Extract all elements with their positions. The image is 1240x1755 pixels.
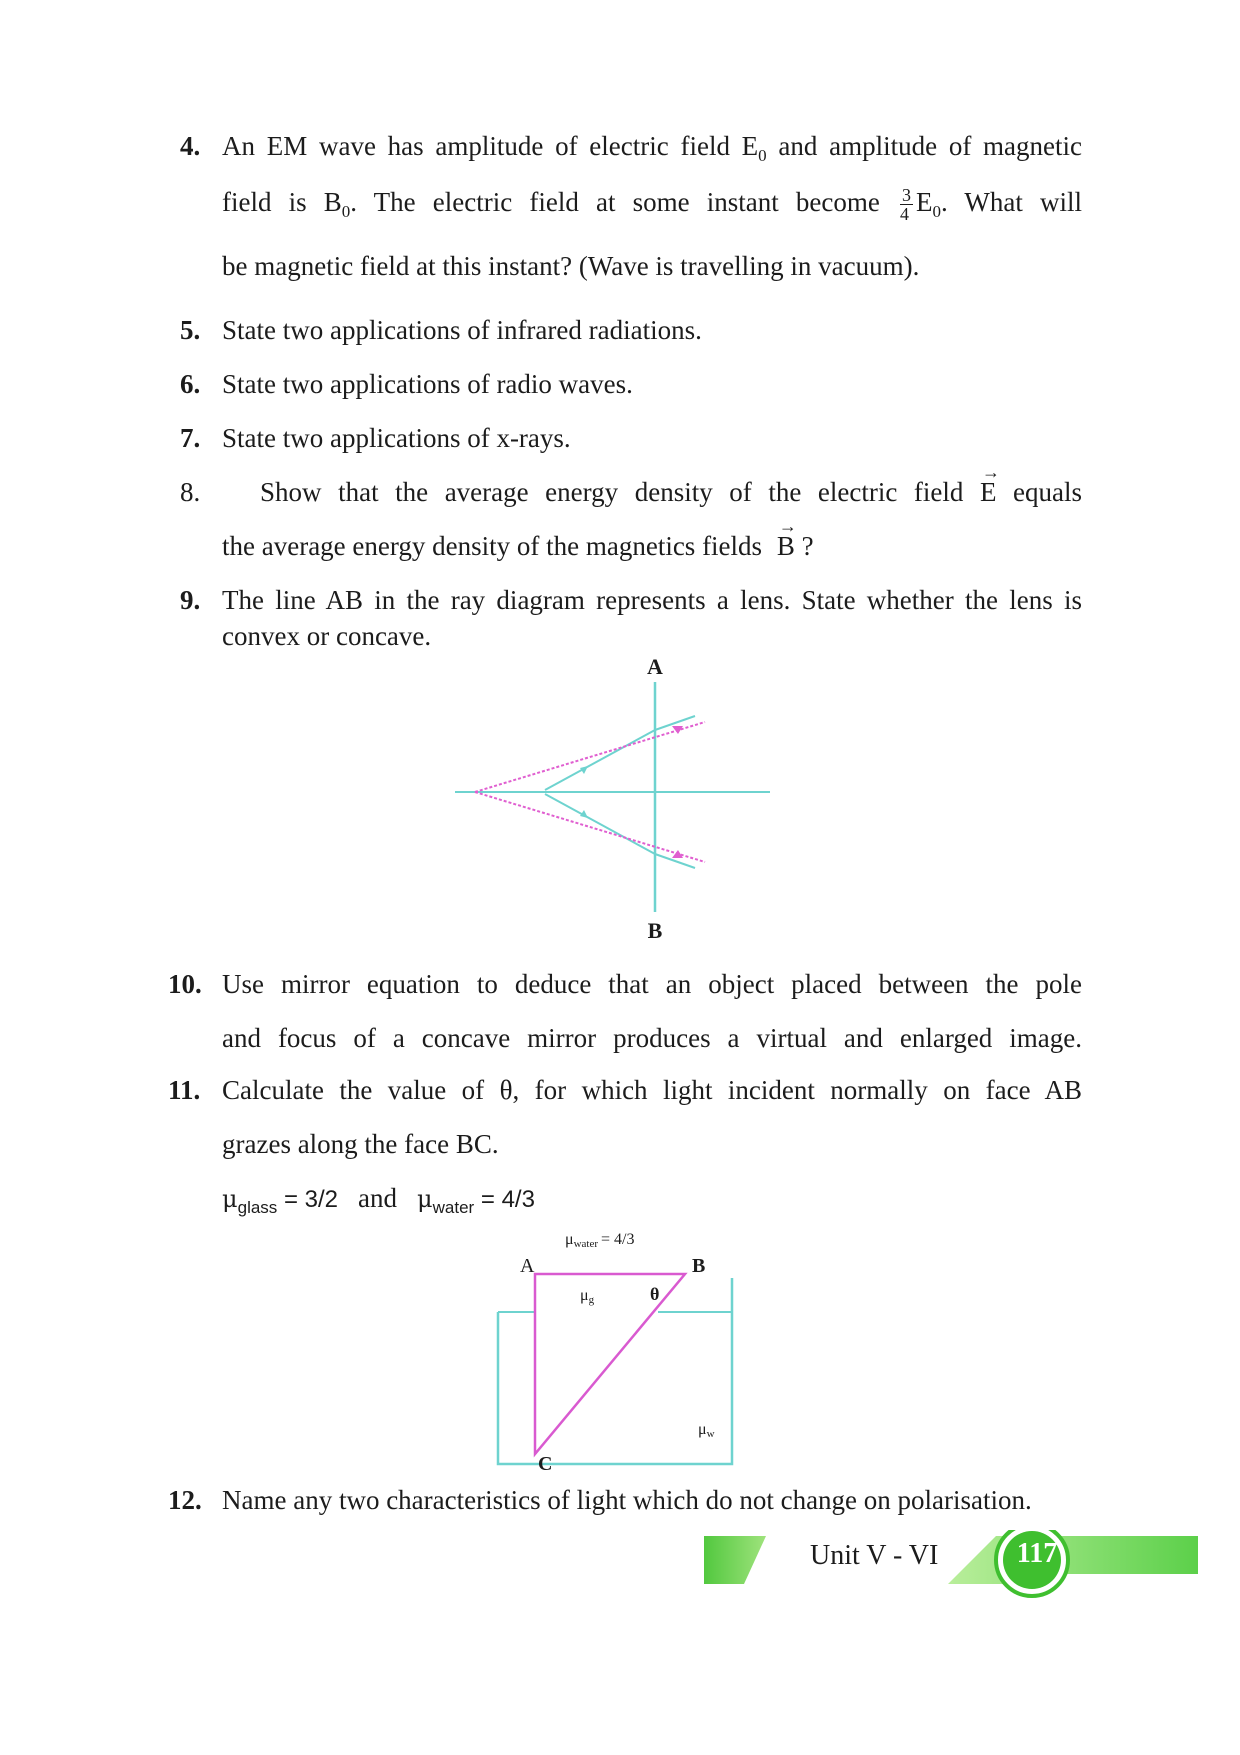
footer-right-band bbox=[948, 1536, 1198, 1584]
question-number: 5. bbox=[180, 315, 201, 345]
question-text: State two applications of x-rays. bbox=[222, 423, 571, 453]
refractive-index-values: $\mu_{glass} = 3/2$ and $\mu_{water} = 4/3$ bbox=[222, 1183, 535, 1217]
unit-label: Unit V - VI bbox=[810, 1540, 939, 1571]
vertex-C: C bbox=[538, 1453, 553, 1472]
question-number: 9. bbox=[180, 585, 201, 615]
fraction: $\frac{3}{4}$ bbox=[899, 185, 911, 225]
question-body bbox=[222, 966, 1082, 1056]
vertex-A: A bbox=[520, 1255, 535, 1277]
question-body bbox=[222, 1072, 1082, 1226]
footer-left-tab bbox=[704, 1536, 766, 1584]
theta-label: θ bbox=[650, 1284, 660, 1304]
lens-ray-diagram bbox=[440, 650, 800, 950]
emergent-ray-top bbox=[545, 730, 655, 790]
water-container bbox=[498, 1278, 732, 1464]
lens-label-bottom: B bbox=[647, 918, 663, 943]
emergent-ray-bottom bbox=[545, 794, 655, 854]
question-number: 10. bbox=[168, 969, 202, 999]
vector-B: → B bbox=[777, 528, 795, 564]
question-number: 8. bbox=[180, 477, 201, 507]
top-mu-water-label: μwater = 4/3 bbox=[565, 1231, 635, 1250]
vertex-B: B bbox=[692, 1255, 706, 1277]
extended-ray-bottom bbox=[475, 792, 705, 862]
question-text: The line AB in the ray diagram represents a lens. State whether the lens is convex or concave. bbox=[222, 585, 1082, 651]
question-number: 4. bbox=[180, 131, 201, 161]
question-line: grazes along the face BC. bbox=[222, 1129, 499, 1159]
footer-decoration bbox=[690, 1530, 1210, 1610]
prism-diagram bbox=[480, 1222, 750, 1472]
question-number: 6. bbox=[180, 369, 201, 399]
question-text: Name any two characteristics of light which do not change on polarisation. bbox=[222, 1485, 1032, 1515]
page-number: 117 bbox=[1016, 1538, 1058, 1569]
question-line: be magnetic field at this instant? (Wave is travelling in vacuum). bbox=[222, 251, 920, 281]
question-text: State two applications of infrared radiations. bbox=[222, 315, 702, 345]
question-number: 7. bbox=[180, 423, 201, 453]
glass-prism bbox=[535, 1274, 685, 1454]
question-line: field is $B_0$. The electric field at some instant become $\frac{3}{4}$ $E_0$. What will bbox=[222, 185, 1082, 225]
question-line: the average energy density of the magnetics fields → B ? bbox=[222, 528, 1082, 564]
question-line: Use mirror equation to deduce that an object placed between the pole bbox=[222, 969, 1082, 999]
question-body bbox=[222, 128, 1082, 284]
question-line: Show that the average energy density of the electric field → E equals bbox=[222, 474, 1082, 510]
mu-glass-label: μg bbox=[580, 1287, 595, 1306]
question-number: 12. bbox=[168, 1485, 202, 1515]
question-line: Calculate the value of θ, for which light incident normally on face AB bbox=[222, 1075, 1082, 1105]
question-line: and focus of a concave mirror produces a virtual and enlarged image. bbox=[222, 1023, 1082, 1053]
question-line: An EM wave has amplitude of electric field $E_0$ and amplitude of magnetic bbox=[222, 131, 1082, 165]
lens-label-top: A bbox=[647, 654, 663, 679]
question-text: State two applications of radio waves. bbox=[222, 369, 633, 399]
question-body bbox=[222, 474, 1082, 564]
question-number: 11. bbox=[168, 1075, 201, 1105]
mu-water-label: μw bbox=[698, 1421, 715, 1440]
vector-E: → E bbox=[980, 474, 997, 510]
extended-ray-top bbox=[475, 722, 705, 792]
